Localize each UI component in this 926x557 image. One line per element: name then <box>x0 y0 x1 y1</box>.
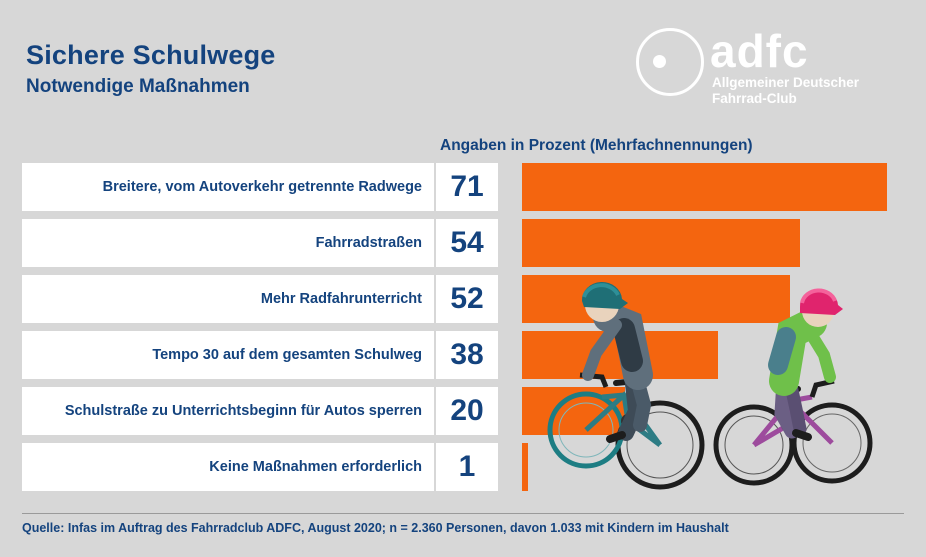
bar-chart <box>22 163 904 499</box>
logo-subtitle-line1: Allgemeiner Deutscher <box>712 75 860 90</box>
chart-row-value: 38 <box>450 338 484 371</box>
chart-row-label: Keine Maßnahmen erforderlich <box>209 459 422 475</box>
chart-row-label-box <box>22 275 434 323</box>
chart-row-label: Mehr Radfahrunterricht <box>260 291 422 307</box>
chart-row-label-box <box>22 387 434 435</box>
chart-row-value: 71 <box>450 170 484 203</box>
chart-row-label-box <box>22 331 434 379</box>
page-subtitle: Notwendige Maßnahmen <box>26 76 250 97</box>
chart-row-value-box <box>436 387 498 435</box>
chart-row-bar-track <box>522 331 892 379</box>
chart-row-bar-track <box>522 219 892 267</box>
chart-row-label-box <box>22 443 434 491</box>
chart-row-value-box <box>436 275 498 323</box>
chart-row <box>22 443 904 491</box>
chart-row-value: 52 <box>450 282 484 315</box>
logo-wordmark: adfc <box>710 25 809 77</box>
chart-row <box>22 331 904 379</box>
chart-row-label: Fahrradstraßen <box>315 235 422 251</box>
chart-row-value-box <box>436 443 498 491</box>
chart-row-bar-track <box>522 163 892 211</box>
chart-row-bar <box>522 163 887 211</box>
logo-dot-icon <box>653 55 666 68</box>
chart-row-label: Tempo 30 auf dem gesamten Schulweg <box>152 347 422 363</box>
chart-row-bar-track <box>522 275 892 323</box>
chart-row-label: Breitere, vom Autoverkehr getrennte Radwege <box>102 179 422 195</box>
chart-row-value: 20 <box>450 394 484 427</box>
source-note: Quelle: Infas im Auftrag des Fahrradclub ADFC, August 2020; n = 2.360 Personen, davon 1.033 mit Kindern im Haushalt <box>22 521 729 535</box>
chart-note: Angaben in Prozent (Mehrfachnennungen) <box>440 137 753 154</box>
chart-row-bar <box>522 331 718 379</box>
chart-row-bar-track <box>522 443 892 491</box>
chart-row <box>22 219 904 267</box>
chart-row-bar <box>522 275 790 323</box>
chart-row <box>22 387 904 435</box>
chart-row-bar <box>522 219 800 267</box>
chart-row <box>22 163 904 211</box>
chart-row-value: 54 <box>450 226 484 259</box>
chart-row-value: 1 <box>458 450 476 483</box>
logo-subtitle-line2: Fahrrad-Club <box>712 91 797 106</box>
chart-row-bar <box>522 443 528 491</box>
chart-row-bar-track <box>522 387 892 435</box>
chart-row-label-box <box>22 219 434 267</box>
chart-row-value-box <box>436 331 498 379</box>
logo-ring-icon <box>636 28 704 96</box>
chart-row-bar <box>522 387 625 435</box>
chart-row-label: Schulstraße zu Unterrichtsbeginn für Autos sperren <box>64 403 422 419</box>
source-divider <box>22 513 904 514</box>
chart-row-value-box <box>436 219 498 267</box>
chart-row-value-box <box>436 163 498 211</box>
chart-row <box>22 275 904 323</box>
adfc-logo <box>636 26 904 108</box>
chart-row-label-box <box>22 163 434 211</box>
page-title: Sichere Schulwege <box>26 40 276 70</box>
